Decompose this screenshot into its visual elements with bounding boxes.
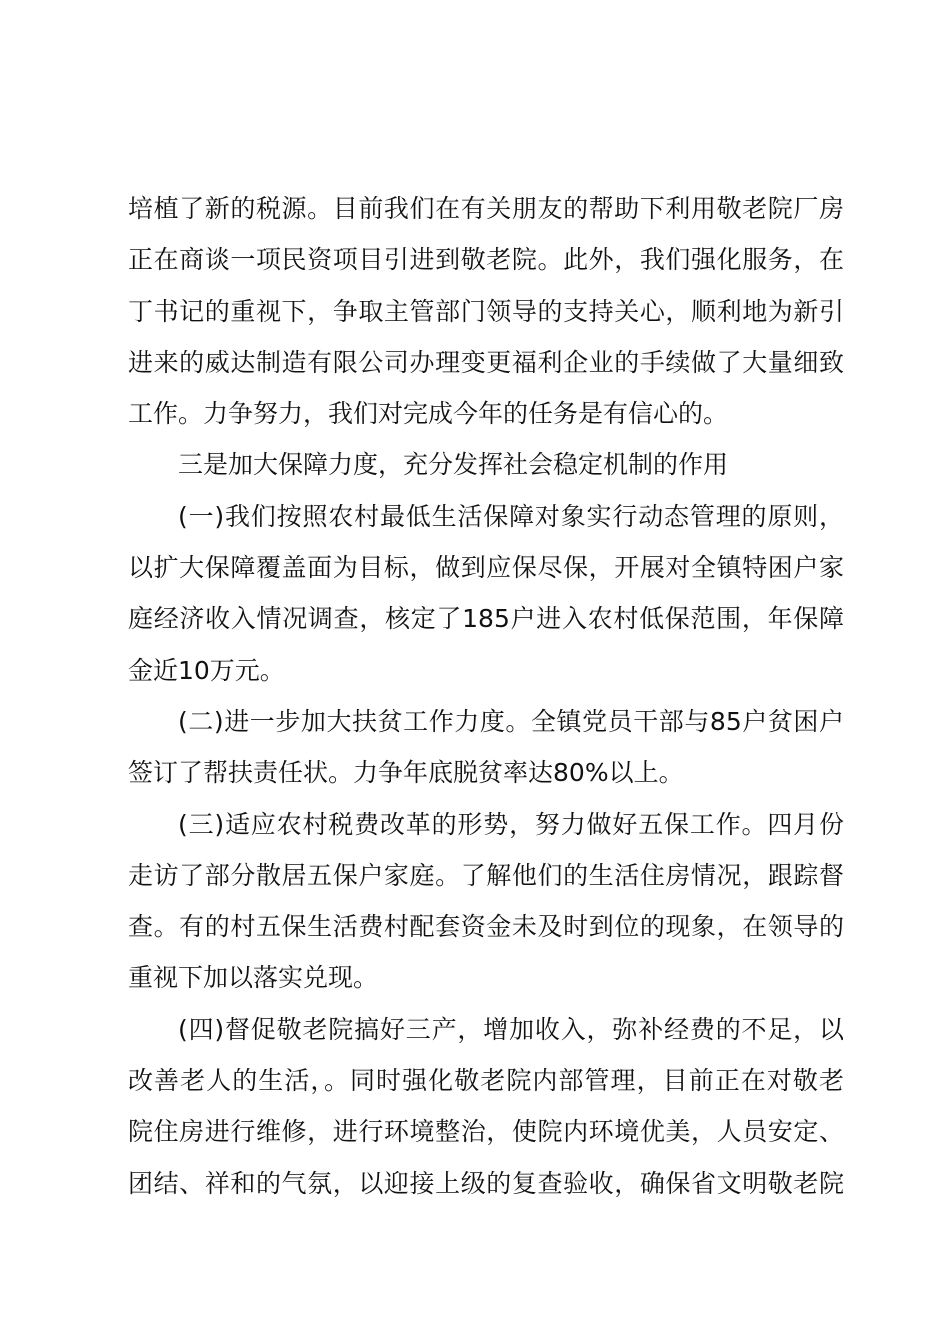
- text-line: 团结、祥和的气氛，以迎接上级的复查验收，确保省文明敬老院: [128, 1168, 844, 1198]
- text-line: 正在商谈一项民资项目引进到敬老院。此外，我们强化服务，在: [128, 245, 844, 275]
- text-line: 院住房进行维修，进行环境整治，使院内环境优美，人员安定、: [128, 1117, 844, 1147]
- text-line: (四)督促敬老院搞好三产，增加收入，弥补经费的不足，以: [178, 1014, 844, 1044]
- section-heading: 三是加大保障力度，充分发挥社会稳定机制的作用: [178, 450, 729, 480]
- text-line: 改善老人的生活，。同时强化敬老院内部管理，目前正在对敬老: [128, 1066, 844, 1096]
- text-line: (三)适应农村税费改革的形势，努力做好五保工作。四月份: [178, 809, 844, 839]
- text-line: 培植了新的税源。目前我们在有关朋友的帮助下利用敬老院厂房: [128, 194, 844, 223]
- text-line: 庭经济收入情况调查，核定了185户进入农村低保范围，年保障: [128, 604, 844, 634]
- text-line: 签订了帮扶责任状。力争年底脱贫率达80%以上。: [128, 758, 684, 788]
- text-line: 重视下加以落实兑现。: [128, 963, 379, 993]
- text-line: 以扩大保障覆盖面为目标，做到应保尽保，开展对全镇特困户家: [128, 553, 844, 583]
- text-line: 工作。力争努力，我们对完成今年的任务是有信心的。: [128, 399, 729, 429]
- text-line: (一)我们按照农村最低生活保障对象实行动态管理的原则，: [178, 501, 844, 531]
- text-line: 走访了部分散居五保户家庭。了解他们的生活住房情况，跟踪督: [128, 860, 844, 890]
- text-line: 金近10万元。: [128, 655, 285, 685]
- text-line: 丁书记的重视下，争取主管部门领导的支持关心，顺利地为新引: [128, 296, 844, 326]
- text-line: 查。有的村五保生活费村配套资金未及时到位的现象，在领导的: [128, 912, 844, 942]
- text-line: (二)进一步加大扶贫工作力度。全镇党员干部与85户贫困户: [178, 706, 844, 736]
- text-line: 进来的威达制造有限公司办理变更福利企业的手续做了大量细致: [128, 347, 844, 377]
- body-text: [128, 183, 844, 1209]
